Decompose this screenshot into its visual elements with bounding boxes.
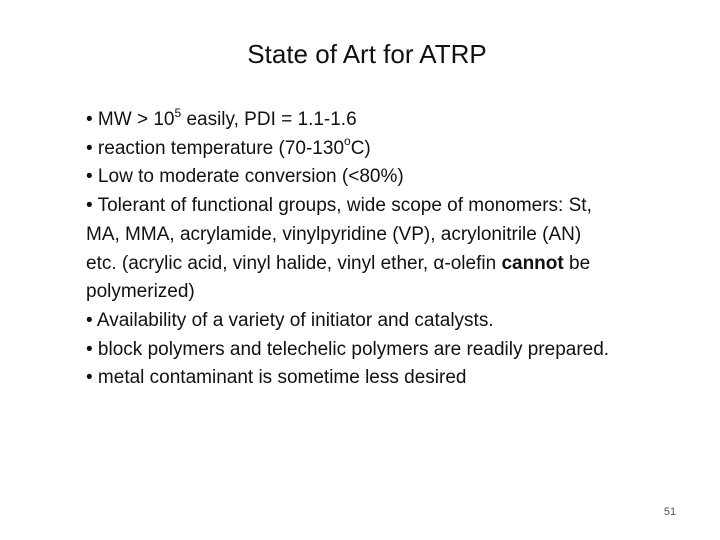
bullet-availability: • Availability of a variety of initiator and catalysts. xyxy=(86,309,494,331)
bullet-text: easily, PDI = 1.1-1.6 xyxy=(181,109,357,130)
bullet-tolerant-line-3 xyxy=(86,250,706,279)
superscript: 5 xyxy=(174,105,182,120)
bullet-text: • MW > 10 xyxy=(86,109,175,130)
bullet-text: C) xyxy=(350,137,371,159)
bullet-text: be xyxy=(563,252,591,274)
page-number: 51 xyxy=(663,506,677,518)
bullet-tolerant-line-2: MA, MMA, acrylamide, vinylpyridine (VP), acrylonitrile (AN) xyxy=(86,223,582,245)
bullet-conversion: • Low to moderate conversion (<80%) xyxy=(86,166,404,188)
bullet-reaction-temperature xyxy=(86,135,706,164)
superscript: o xyxy=(344,134,351,149)
bold-text: cannot xyxy=(501,252,564,274)
bullet-molecular-weight xyxy=(86,106,706,135)
slide-title: State of Art for ATRP xyxy=(247,39,487,69)
bullet-list xyxy=(86,106,706,393)
bullet-tolerant-line-4: polymerized) xyxy=(86,281,195,303)
bullet-text: etc. (acrylic acid, vinyl halide, vinyl ether, xyxy=(86,252,434,274)
alpha-symbol: α xyxy=(433,252,445,274)
bullet-block-polymers: • block polymers and telechelic polymers are readily prepared. xyxy=(86,338,610,360)
bullet-tolerant-line-1: • Tolerant of functional groups, wide scope of monomers: St, xyxy=(86,195,592,217)
bullet-metal-contaminant: • metal contaminant is sometime less desired xyxy=(86,367,467,389)
bullet-text: • reaction temperature (70-130 xyxy=(86,137,345,159)
bullet-text: -olefin xyxy=(444,252,502,274)
